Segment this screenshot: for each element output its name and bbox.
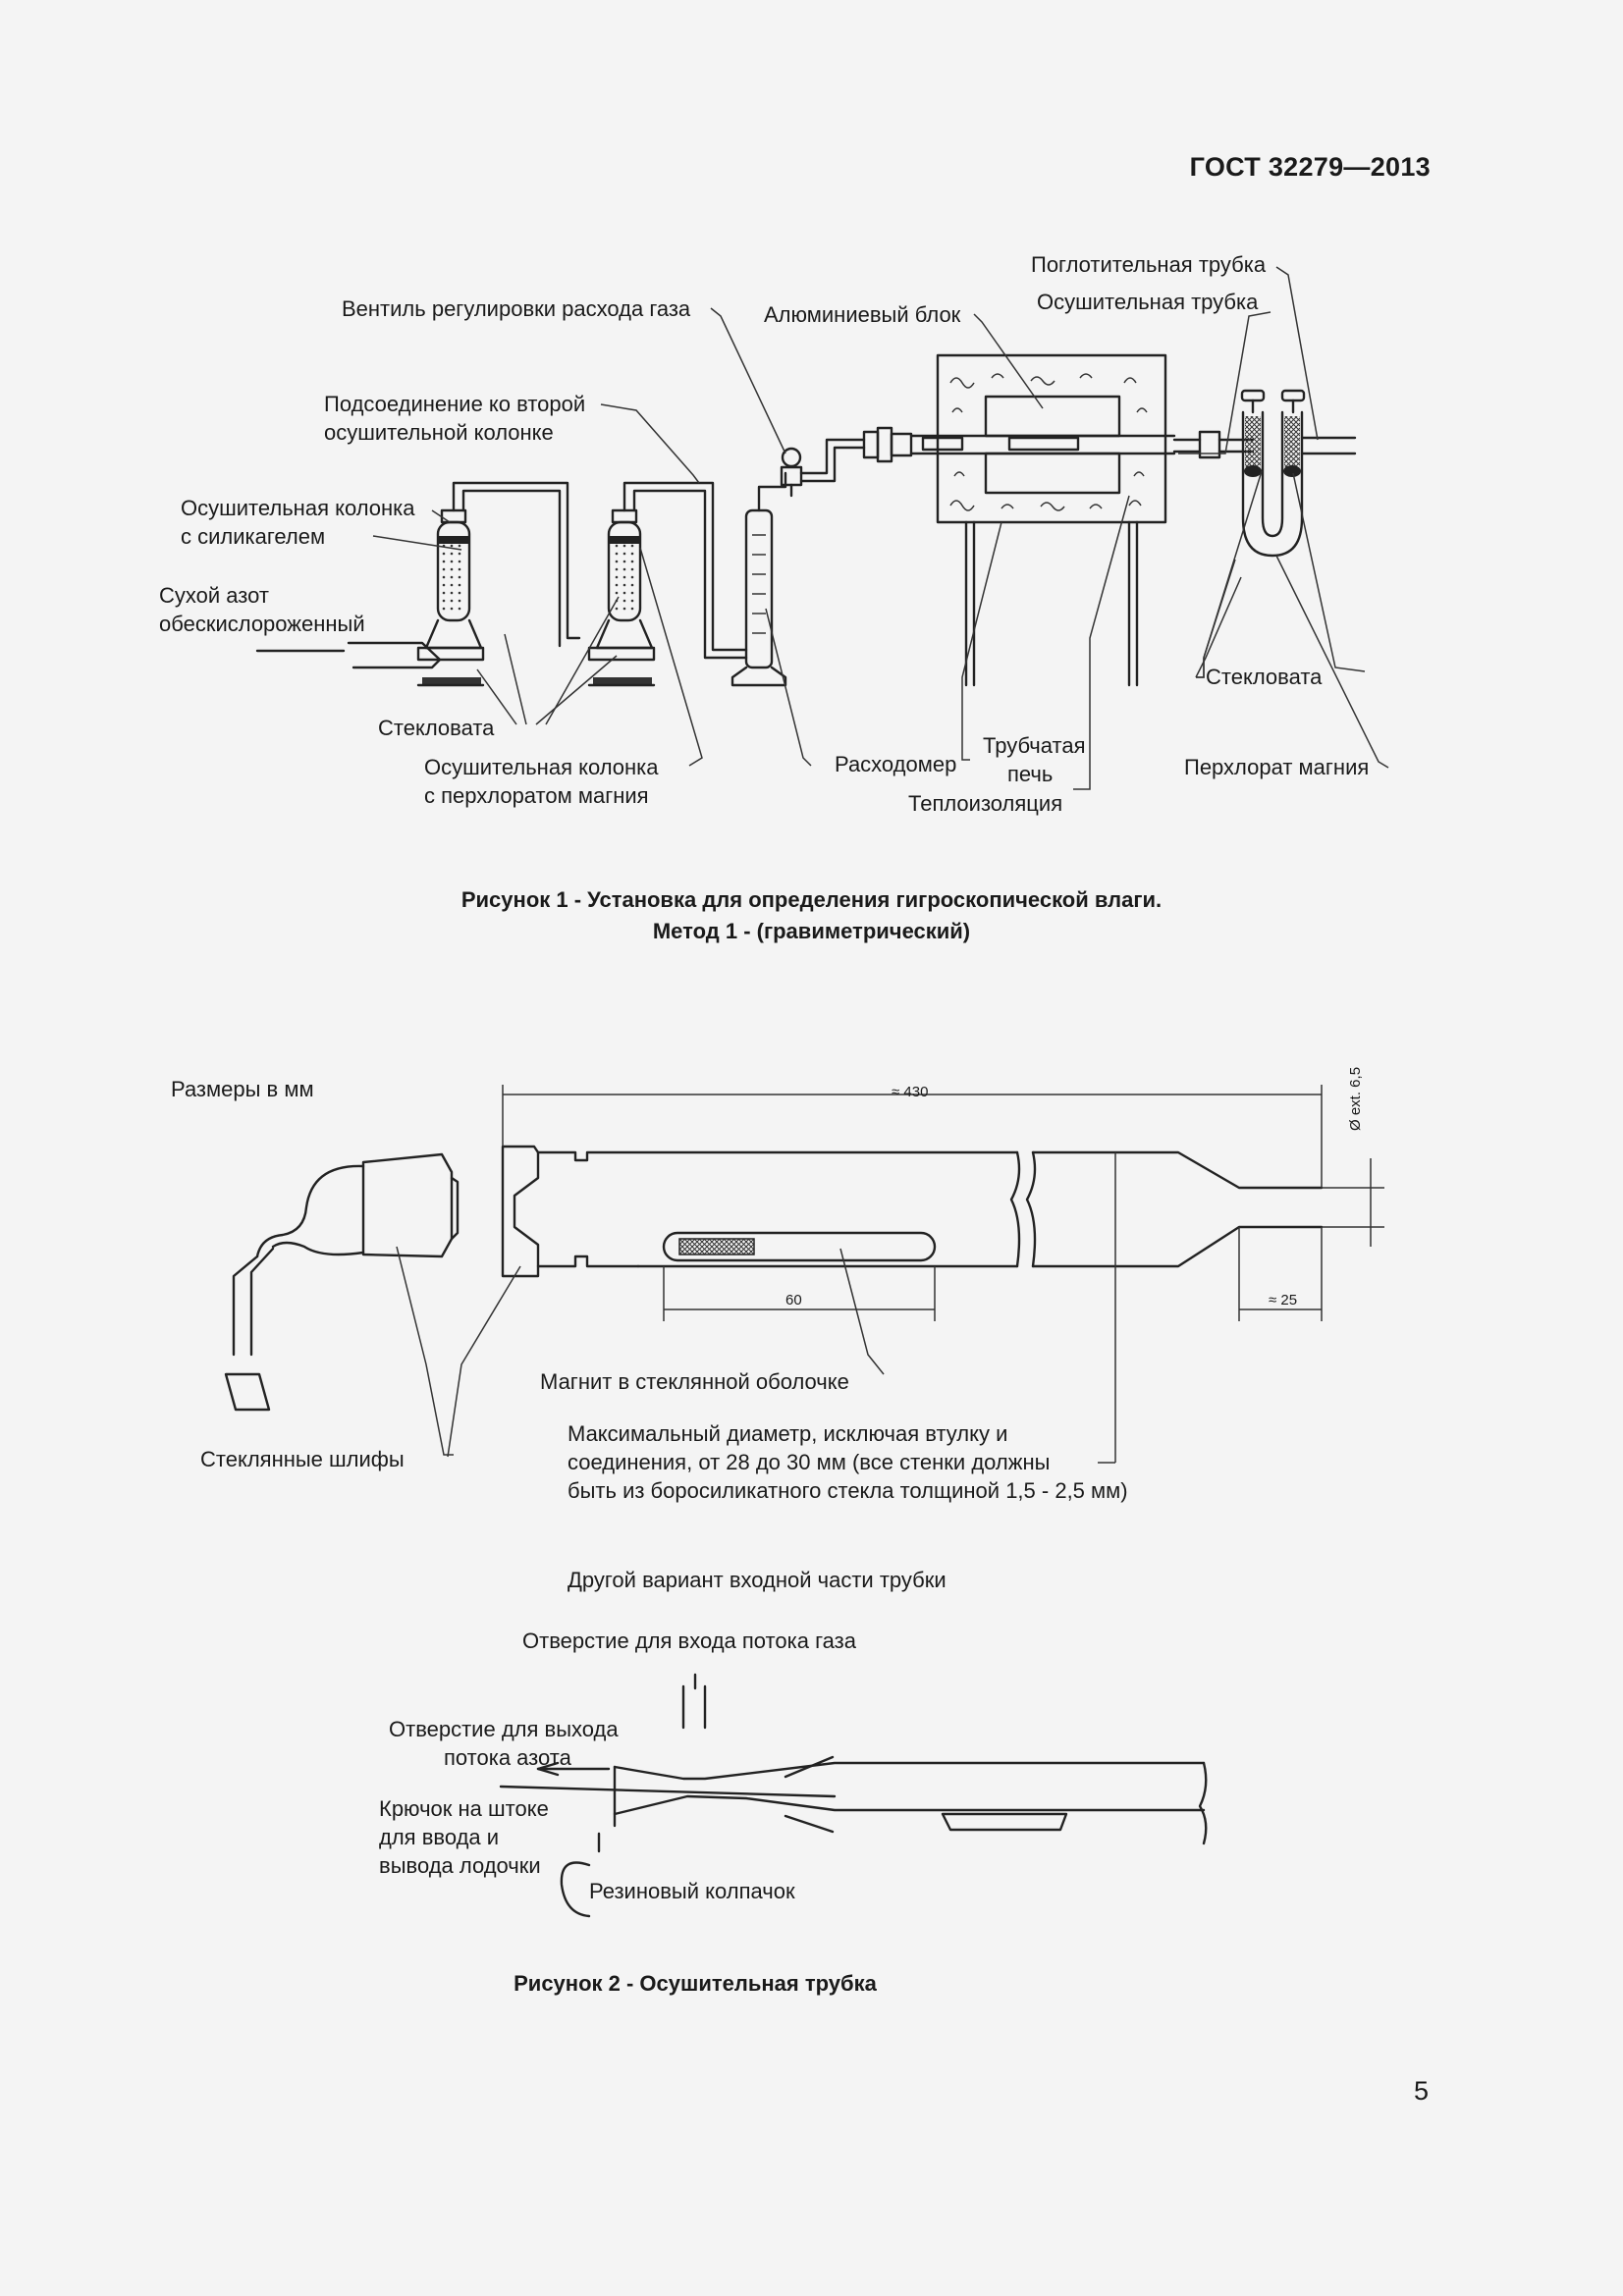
figure2-caption: Рисунок 2 - Осушительная трубка — [514, 1971, 877, 1996]
label-max-diameter-line1: Максимальный диаметр, исключая втулку и — [568, 1421, 1008, 1446]
label-units-note: Размеры в мм — [171, 1077, 314, 1101]
label-nitrogen-outlet-line2: потока азота — [444, 1745, 571, 1770]
label-dry-nitrogen-line1: Сухой азот — [159, 583, 269, 608]
label-drying-tube: Осушительная трубка — [1037, 290, 1259, 314]
label-perchlorate-column-line1: Осушительная колонка — [424, 755, 659, 779]
label-hook-line1: Крючок на штоке — [379, 1796, 549, 1821]
label-silica-column-line2: с силикагелем — [181, 524, 326, 549]
label-tube-furnace-line1: Трубчатая — [983, 733, 1086, 758]
silica-gel-column — [418, 510, 483, 685]
label-aluminium-block: Алюминиевый блок — [764, 302, 961, 327]
drying-tube-body — [503, 1147, 1322, 1276]
label-second-column-line2: осушительной колонке — [324, 420, 554, 445]
figure1-caption-line2: Метод 1 - (гравиметрический) — [652, 919, 971, 943]
label-silica-column-line1: Осушительная колонка — [181, 496, 415, 520]
dim-neck: ≈ 25 — [1269, 1292, 1298, 1308]
dim-diameter: Ø ext. 6,5 — [1347, 1066, 1364, 1131]
figure2-dimension-lines — [397, 1085, 1384, 1463]
label-flowmeter: Расходомер — [835, 752, 957, 776]
gas-valve — [782, 440, 864, 496]
label-gas-valve: Вентиль регулировки расхода газа — [342, 296, 691, 321]
nitrogen-inlet — [257, 643, 440, 667]
label-magnet: Магнит в стеклянной оболочке — [540, 1369, 849, 1394]
label-perchlorate-column-line2: с перхлоратом магния — [424, 783, 649, 808]
label-gas-inlet: Отверстие для входа потока газа — [522, 1629, 856, 1653]
label-glass-wool-right: Стекловата — [1206, 665, 1323, 689]
perchlorate-column — [589, 510, 654, 685]
label-hook-line2: для ввода и — [379, 1825, 500, 1849]
label-rubber-cap: Резиновый колпачок — [589, 1879, 795, 1903]
label-second-column-line1: Подсоединение ко второй — [324, 392, 586, 416]
absorber-u-tube — [1242, 391, 1355, 556]
label-tube-furnace-line2: печь — [1007, 762, 1054, 786]
tube-furnace — [923, 355, 1165, 685]
standard-header: ГОСТ 32279—2013 — [1189, 152, 1431, 182]
label-max-diameter-line3: быть из боросиликатного стекла толщиной 1,5 - 2,5 мм) — [568, 1478, 1128, 1503]
label-max-diameter-line2: соединения, от 28 до 30 мм (все стенки должны — [568, 1450, 1051, 1474]
label-dry-nitrogen-line2: обескислороженный — [159, 612, 365, 636]
page-number: 5 — [1414, 2076, 1430, 2106]
figure1-leaders — [373, 267, 1388, 789]
figure1-caption-line1: Рисунок 1 - Установка для определения гигроскопической влаги. — [460, 887, 1163, 912]
label-magnesium-perchlorate: Перхлорат магния — [1184, 755, 1370, 779]
glass-joint-stopper — [226, 1154, 458, 1410]
label-hook-line3: вывода лодочки — [379, 1853, 541, 1878]
label-glass-joints: Стеклянные шлифы — [200, 1447, 405, 1471]
label-nitrogen-outlet-line1: Отверстие для выхода — [389, 1717, 619, 1741]
label-absorber-tube: Поглотительная трубка — [1031, 252, 1267, 277]
dim-boat: 60 — [785, 1292, 802, 1308]
label-alternate-inlet: Другой вариант входной части трубки — [568, 1568, 947, 1592]
label-insulation: Теплоизоляция — [908, 791, 1063, 816]
label-glass-wool-left: Стекловата — [378, 716, 495, 740]
dim-length: ≈ 430 — [892, 1084, 929, 1100]
